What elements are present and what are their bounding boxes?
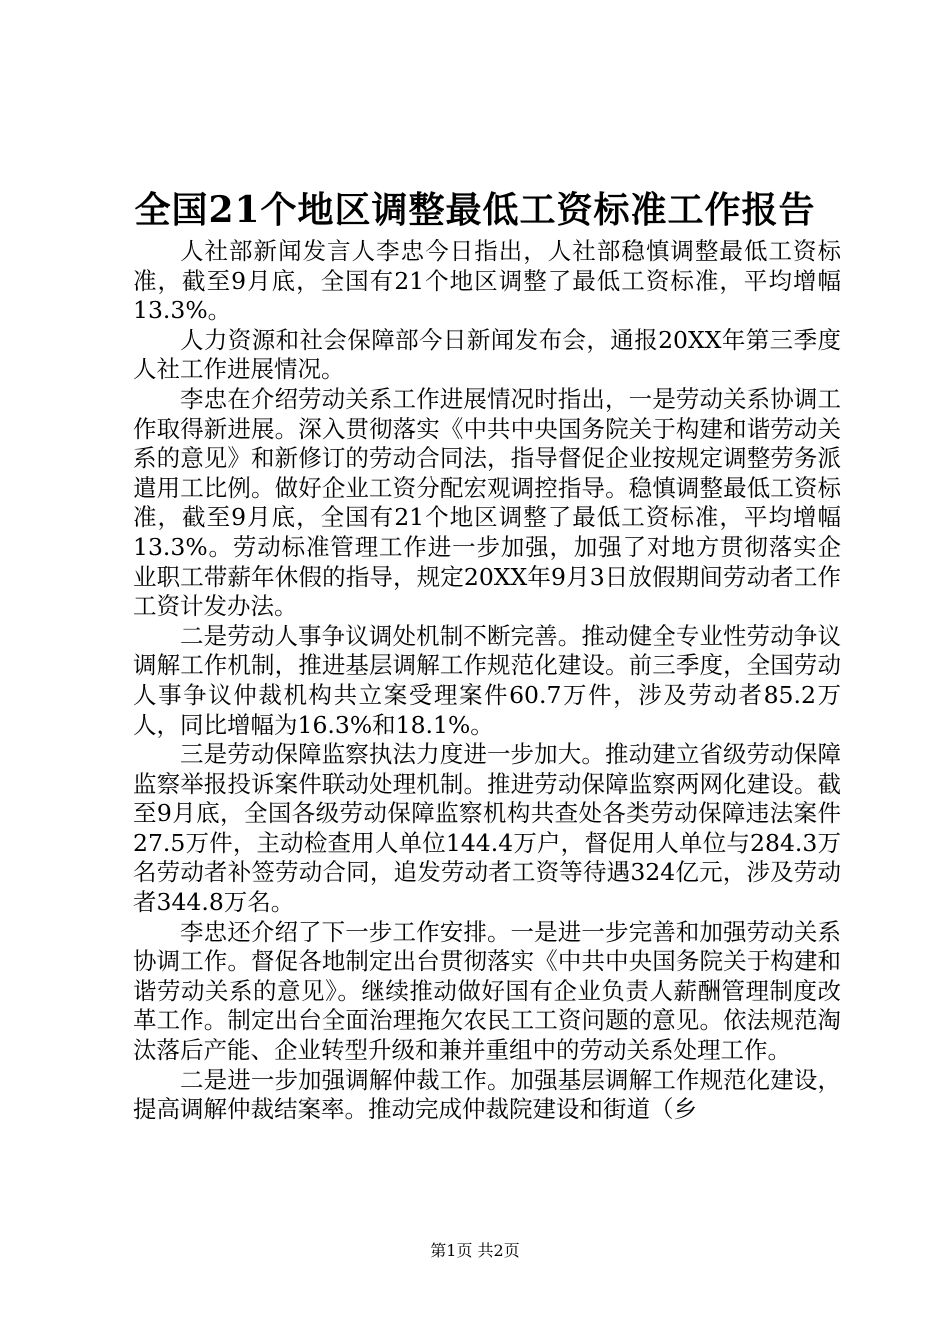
paragraph: 人社部新闻发言人李忠今日指出，人社部稳慎调整最低工资标准，截至9月底，全国有21个地区调整了最低工资标准，平均增幅13.3%。 [133, 237, 841, 325]
paragraph: 人力资源和社会保障部今日新闻发布会，通报20XX年第三季度人社工作进展情况。 [133, 325, 841, 384]
paragraph: 李忠还介绍了下一步工作安排。一是进一步完善和加强劳动关系协调工作。督促各地制定出台贯彻落实《中共中央国务院关于构建和谐劳动关系的意见》。继续推动做好国有企业负责人薪酬管理制度改革工作。制定出台全面治理拖欠农民工工资问题的意见。依法规范淘汰落后产能、企业转型升级和兼并重组中的劳动关系处理工作。 [133, 917, 841, 1065]
paragraph: 三是劳动保障监察执法力度进一步加大。推动建立省级劳动保障监察举报投诉案件联动处理机制。推进劳动保障监察两网化建设。截至9月底，全国各级劳动保障监察机构共查处各类劳动保障违法案件27.5万件，主动检查用人单位144.4万户，督促用人单位与284.3万名劳动者补签劳动合同，追发劳动者工资等待遇324亿元，涉及劳动者344.8万名。 [133, 740, 841, 917]
document-body [133, 237, 841, 1125]
document-title: 全国21个地区调整最低工资标准工作报告 [134, 189, 816, 231]
page-number-footer: 第1页 共2页 [430, 1241, 520, 1260]
paragraph: 二是进一步加强调解仲裁工作。加强基层调解工作规范化建设，提高调解仲裁结案率。推动完成仲裁院建设和街道（乡 [133, 1065, 841, 1124]
paragraph: 二是劳动人事争议调处机制不断完善。推动健全专业性劳动争议调解工作机制，推进基层调解工作规范化建设。前三季度，全国劳动人事争议仲裁机构共立案受理案件60.7万件，涉及劳动者85.2万人，同比增幅为16.3%和18.1%。 [133, 621, 841, 739]
paragraph: 李忠在介绍劳动关系工作进展情况时指出，一是劳动关系协调工作取得新进展。深入贯彻落实《中共中央国务院关于构建和谐劳动关系的意见》和新修订的劳动合同法，指导督促企业按规定调整劳务派遣用工比例。做好企业工资分配宏观调控指导。稳慎调整最低工资标准，截至9月底，全国有21个地区调整了最低工资标准，平均增幅13.3%。劳动标准管理工作进一步加强，加强了对地方贯彻落实企业职工带薪年休假的指导，规定20XX年9月3日放假期间劳动者工作工资计发办法。 [133, 384, 841, 621]
